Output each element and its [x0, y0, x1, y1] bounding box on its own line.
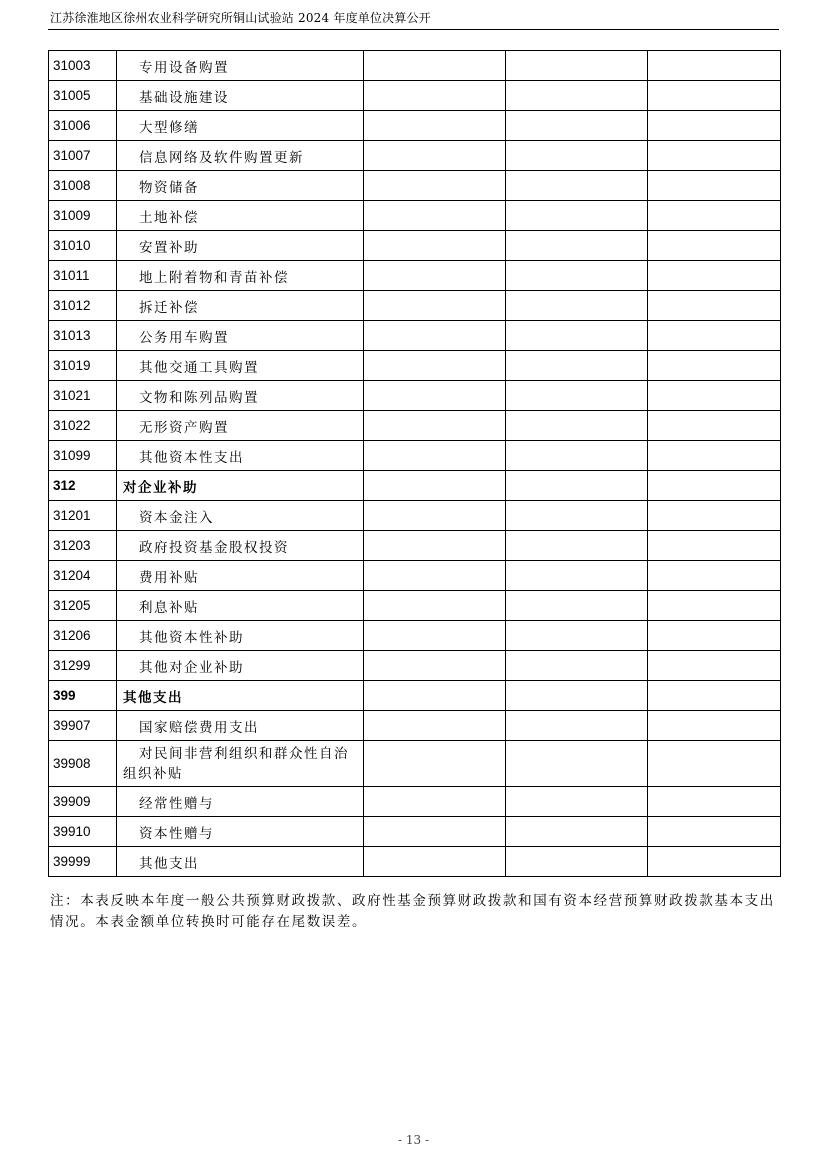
row-code-cell: 31012 [49, 291, 117, 321]
row-code-cell: 39999 [49, 847, 117, 877]
row-code-cell: 31022 [49, 411, 117, 441]
amount-cell [648, 51, 781, 81]
header-divider [48, 29, 779, 30]
amount-cell [364, 651, 506, 681]
amount-cell [648, 787, 781, 817]
amount-cell [506, 711, 648, 741]
row-name-cell: 公务用车购置 [117, 321, 364, 351]
amount-cell [648, 651, 781, 681]
amount-cell [364, 591, 506, 621]
category-row [49, 681, 781, 711]
table-row [49, 817, 781, 847]
row-name-cell: 费用补贴 [117, 561, 364, 591]
row-name-cell: 资本金注入 [117, 501, 364, 531]
amount-cell [506, 817, 648, 847]
amount-cell [648, 817, 781, 847]
row-code-cell: 31009 [49, 201, 117, 231]
amount-cell [364, 711, 506, 741]
amount-cell [364, 111, 506, 141]
row-code-cell: 31003 [49, 51, 117, 81]
amount-cell [364, 231, 506, 261]
amount-cell [648, 351, 781, 381]
table-row [49, 261, 781, 291]
row-code-cell: 31299 [49, 651, 117, 681]
row-name-cell: 其他支出 [117, 847, 364, 877]
table-row [49, 291, 781, 321]
row-code-cell: 31099 [49, 441, 117, 471]
row-code-cell: 31013 [49, 321, 117, 351]
row-name-cell: 国家赔偿费用支出 [117, 711, 364, 741]
row-name-cell: 无形资产购置 [117, 411, 364, 441]
row-code-cell: 31201 [49, 501, 117, 531]
table-row [49, 141, 781, 171]
amount-cell [364, 501, 506, 531]
row-name-cell: 文物和陈列品购置 [117, 381, 364, 411]
amount-cell [506, 111, 648, 141]
row-code-cell: 312 [49, 471, 117, 501]
amount-cell [506, 651, 648, 681]
amount-cell [364, 787, 506, 817]
amount-cell [506, 741, 648, 787]
amount-cell [648, 501, 781, 531]
amount-cell [506, 381, 648, 411]
amount-cell [506, 787, 648, 817]
table-row [49, 501, 781, 531]
amount-cell [506, 847, 648, 877]
amount-cell [364, 531, 506, 561]
row-code-cell: 31007 [49, 141, 117, 171]
expenditure-table [48, 50, 781, 877]
table-row [49, 441, 781, 471]
row-name-cell: 安置补助 [117, 231, 364, 261]
table-row [49, 51, 781, 81]
amount-cell [506, 231, 648, 261]
table-row [49, 531, 781, 561]
row-code-cell: 39909 [49, 787, 117, 817]
row-name-cell: 资本性赠与 [117, 817, 364, 847]
row-name-cell: 基础设施建设 [117, 81, 364, 111]
row-name-cell: 地上附着物和青苗补偿 [117, 261, 364, 291]
row-name-cell: 拆迁补偿 [117, 291, 364, 321]
row-name-cell: 其他资本性支出 [117, 441, 364, 471]
amount-cell [364, 741, 506, 787]
row-name-cell: 其他资本性补助 [117, 621, 364, 651]
row-code-cell: 31021 [49, 381, 117, 411]
amount-cell [364, 321, 506, 351]
table-row [49, 591, 781, 621]
row-code-cell: 39907 [49, 711, 117, 741]
table-row [49, 201, 781, 231]
amount-cell [506, 141, 648, 171]
row-name-cell: 专用设备购置 [117, 51, 364, 81]
amount-cell [648, 381, 781, 411]
amount-cell [364, 817, 506, 847]
amount-cell [364, 681, 506, 711]
amount-cell [364, 411, 506, 441]
row-code-cell: 31010 [49, 231, 117, 261]
table-row [49, 111, 781, 141]
row-name-cell: 政府投资基金股权投资 [117, 531, 364, 561]
row-name-cell [117, 741, 364, 787]
amount-cell [648, 231, 781, 261]
amount-cell [648, 201, 781, 231]
amount-cell [364, 261, 506, 291]
table-row [49, 711, 781, 741]
table-row [49, 621, 781, 651]
amount-cell [506, 471, 648, 501]
amount-cell [506, 201, 648, 231]
amount-cell [506, 321, 648, 351]
table-footnote: 注：本表反映本年度一般公共预算财政拨款、政府性基金预算财政拨款和国有资本经营预算财政拨款基本支出情况。本表金额单位转换时可能存在尾数误差。 [50, 893, 775, 930]
amount-cell [648, 561, 781, 591]
amount-cell [506, 171, 648, 201]
amount-cell [506, 681, 648, 711]
amount-cell [648, 171, 781, 201]
amount-cell [364, 351, 506, 381]
row-code-cell: 31008 [49, 171, 117, 201]
amount-cell [364, 441, 506, 471]
row-code-cell: 31204 [49, 561, 117, 591]
amount-cell [506, 261, 648, 291]
row-code-cell: 31011 [49, 261, 117, 291]
amount-cell [648, 261, 781, 291]
table-row [49, 561, 781, 591]
amount-cell [364, 471, 506, 501]
row-code-cell: 31205 [49, 591, 117, 621]
row-name-cell: 对企业补助 [117, 471, 364, 501]
amount-cell [648, 741, 781, 787]
amount-cell [648, 441, 781, 471]
amount-cell [506, 531, 648, 561]
table-row [49, 81, 781, 111]
row-name-cell: 大型修缮 [117, 111, 364, 141]
row-code-cell: 31019 [49, 351, 117, 381]
amount-cell [506, 411, 648, 441]
amount-cell [506, 501, 648, 531]
amount-cell [364, 81, 506, 111]
table-row [49, 231, 781, 261]
amount-cell [506, 441, 648, 471]
amount-cell [648, 291, 781, 321]
table-row [49, 847, 781, 877]
amount-cell [506, 591, 648, 621]
amount-cell [506, 51, 648, 81]
amount-cell [506, 561, 648, 591]
table-row [49, 651, 781, 681]
amount-cell [648, 411, 781, 441]
row-name-cell: 其他交通工具购置 [117, 351, 364, 381]
row-code-cell: 39910 [49, 817, 117, 847]
row-name-line-1: 对民间非营利组织和群众性自治 [139, 745, 349, 762]
amount-cell [364, 201, 506, 231]
category-row [49, 471, 781, 501]
amount-cell [648, 621, 781, 651]
amount-cell [648, 681, 781, 711]
table-row [49, 741, 781, 787]
row-name-cell: 土地补偿 [117, 201, 364, 231]
amount-cell [364, 381, 506, 411]
amount-cell [648, 847, 781, 877]
amount-cell [364, 171, 506, 201]
row-name-line-2: 组织补贴 [123, 765, 183, 782]
row-name-cell: 其他对企业补助 [117, 651, 364, 681]
table-row [49, 787, 781, 817]
row-code-cell: 399 [49, 681, 117, 711]
table-row [49, 411, 781, 441]
row-name-cell: 其他支出 [117, 681, 364, 711]
row-name-cell: 物资储备 [117, 171, 364, 201]
row-name-cell: 经常性赠与 [117, 787, 364, 817]
row-name-cell: 信息网络及软件购置更新 [117, 141, 364, 171]
expenditure-table-body [49, 51, 781, 877]
amount-cell [648, 711, 781, 741]
row-name-cell: 利息补贴 [117, 591, 364, 621]
amount-cell [648, 81, 781, 111]
row-code-cell: 39908 [49, 741, 117, 787]
amount-cell [506, 621, 648, 651]
table-row [49, 381, 781, 411]
document-header: 江苏徐淮地区徐州农业科学研究所铜山试验站 2024 年度单位决算公开 [50, 11, 431, 25]
row-code-cell: 31005 [49, 81, 117, 111]
table-row [49, 321, 781, 351]
amount-cell [648, 471, 781, 501]
amount-cell [364, 621, 506, 651]
amount-cell [648, 111, 781, 141]
amount-cell [364, 561, 506, 591]
amount-cell [648, 141, 781, 171]
page-number: - 13 - [397, 1133, 429, 1147]
table-row [49, 171, 781, 201]
amount-cell [506, 291, 648, 321]
amount-cell [364, 51, 506, 81]
amount-cell [364, 141, 506, 171]
row-code-cell: 31203 [49, 531, 117, 561]
amount-cell [506, 351, 648, 381]
table-row [49, 351, 781, 381]
amount-cell [648, 531, 781, 561]
amount-cell [648, 321, 781, 351]
amount-cell [648, 591, 781, 621]
amount-cell [506, 81, 648, 111]
row-code-cell: 31006 [49, 111, 117, 141]
amount-cell [364, 847, 506, 877]
row-code-cell: 31206 [49, 621, 117, 651]
amount-cell [364, 291, 506, 321]
